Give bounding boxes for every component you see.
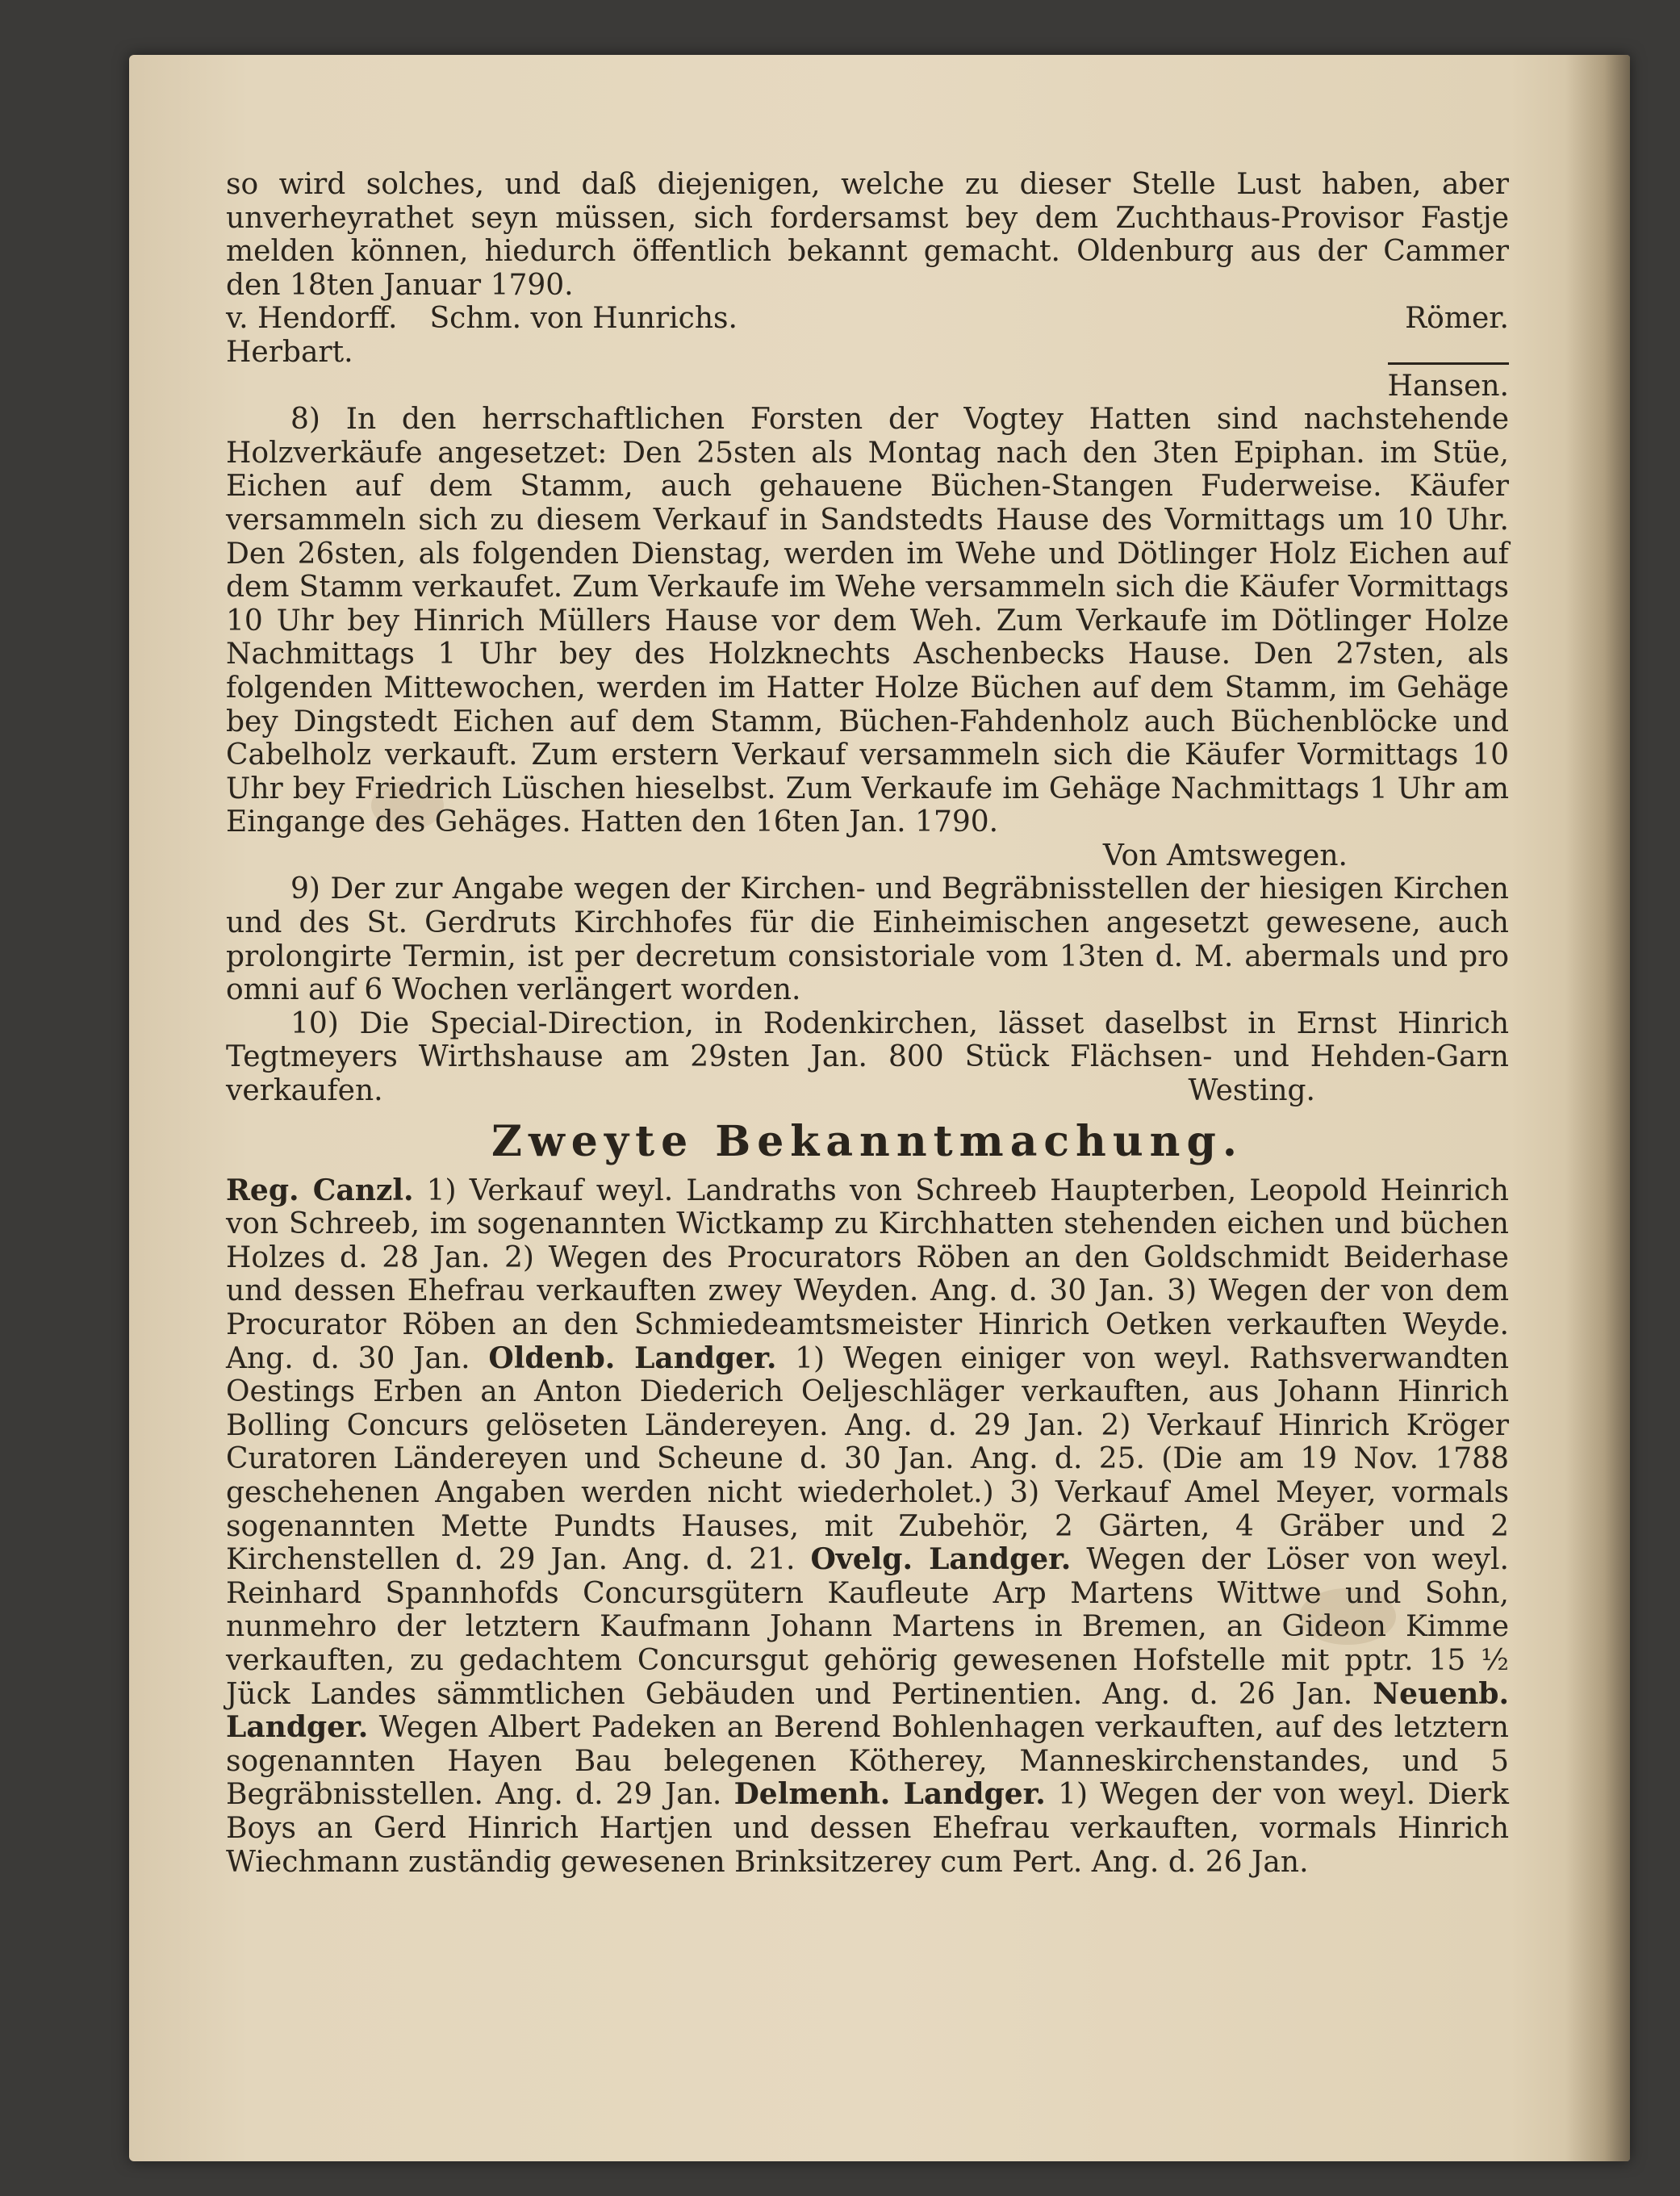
label-reg-canzl: Reg. Canzl.: [226, 1173, 414, 1207]
section-heading: Zweyte Bekanntmachung.: [491, 1116, 1243, 1166]
signature-hunrichs: Schm. von Hunrichs.: [429, 302, 738, 336]
signature-roemer: Römer.: [1405, 302, 1509, 336]
signature-herbart: Herbart.: [226, 335, 353, 369]
signature-row-1: [226, 302, 1509, 336]
text-delmenh-landger: 1) Wegen der von weyl. Dierk Boys an Gerd Hinrich Hartjen und dessen Ehefrau verkauften, vormals Hinrich Wiechmann zuständig gewesenen Brinksitzerey cum Pert. Ang. d. 26 Jan.: [226, 1778, 1509, 1879]
label-ovelg-landger: Ovelg. Landger.: [810, 1542, 1072, 1577]
signature-hansen: Hansen.: [1387, 369, 1509, 403]
paragraph-item-10: 10) Die Special-Direction, in Rodenkirchen, lässet daselbst in Ernst Hinrich Tegtmeyers Wirthshause am 29sten Jan. 800 Stück Flächsen- und Hehden-Garn verkaufen.: [226, 1006, 1509, 1108]
signature-westing: Westing.: [1188, 1074, 1315, 1108]
label-delmenh-landger: Delmenh. Landger.: [733, 1777, 1046, 1812]
signature-hendorff: v. Hendorff.: [226, 302, 398, 336]
text-ovelg-landger: Wegen der Löser von weyl. Reinhard Spannhofds Concursgütern Kaufleute Arp Martens Wittwe und Sohn, nunmehro der letztern Kaufmann Johann Martens in Bremen, an Gideon Kimme verkauften, zu gedachtem Concursgut gehörig gewesenen Hofstelle mit pptr. 15 ½ Jück Landes sämmtlichen Gebäuden und Pertinentien. Ang. d. 26 Jan.: [226, 1543, 1509, 1711]
signature-amtswegen: Von Amtswegen.: [1102, 839, 1348, 872]
label-oldenb-landger: Oldenb. Landger.: [488, 1341, 777, 1375]
paragraph-second-announcement: [226, 1174, 1509, 1879]
paragraph-item-8: 8) In den herrschaftlichen Forsten der Vogtey Hatten sind nachstehende Holzverkäufe angesetzet: Den 25sten als Montag nach den 3ten Epiphan. im Stüe, Eichen auf dem Stamm, auch gehauene Büchen-Stangen Fuderweise. Käufer versammeln sich zu diesem Verkauf in Sandstedts Hause des Vormittags um 10 Uhr. Den 26sten, als folgenden Dienstag, werden im Wehe und Dötlinger Holz Eichen auf dem Stamm verkaufet. Zum Verkaufe im Wehe versammeln sich die Käufer Vormittags 10 Uhr bey Hinrich Müllers Hause vor dem Weh. Zum Verkaufe im Dötlinger Holze Nachmittags 1 Uhr bey des Holzknechts Aschenbecks Hause. Den 27sten, als folgenden Mittewochen, werden im Hatter Holze Büchen auf dem Stamm, im Gehäge bey Dingstedt Eichen auf dem Stamm, Büchen-Fahdenholz auch Büchenblöcke und Cabelholz verkauft. Zum erstern Verkauf versammeln sich die Käufer Vormittags 10 Uhr bey Friedrich Lüschen hieselbst. Zum Verkaufe im Gehäge Nachmittags 1 Uhr am Eingange des Gehäges. Hatten den 16ten Jan. 1790.: [226, 403, 1509, 839]
page-gutter-shadow: [1565, 55, 1630, 2161]
label-neuenb-landger: Neuenb. Landger.: [226, 1676, 1509, 1745]
text-reg-canzl: 1) Verkauf weyl. Landraths von Schreeb Haupterben, Leopold Heinrich von Schreeb, im sogenannten Wictkamp zu Kirchhatten stehenden eichen und büchen Holzes d. 28 Jan. 2) Wegen des Procurators Röben an den Goldschmidt Beiderhase und dessen Ehefrau verkauften zwey Weyden. Ang. d. 30 Jan. 3) Wegen der von dem Procurator Röben an den Schmiedeamtsmeister Hinrich Oetken verkauften Weyde. Ang. d. 30 Jan.: [226, 1173, 1509, 1375]
text-neuenb-landger: Wegen Albert Padeken an Berend Bohlenhagen verkauften, auf des letztern sogenannten Hayen Bau belegenen Kötherey, Manneskirchenstandes, und 5 Begräbnisstellen. Ang. d. 29 Jan.: [226, 1711, 1509, 1812]
paragraph-cammer-notice: so wird solches, und daß diejenigen, welche zu dieser Stelle Lust haben, aber unverheyrathet seyn müssen, sich fordersamst bey dem Zuchthaus-Provisor Fastje melden können, hiedurch öffentlich bekannt gemacht. Oldenburg aus der Cammer den 18ten Januar 1790.: [226, 168, 1509, 302]
signature-rule: [1388, 362, 1509, 365]
paragraph-item-9: 9) Der zur Angabe wegen der Kirchen- und Begräbnisstellen der hiesigen Kirchen und des St. Gerdruts Kirchhofes für die Einheimischen angesetzt gewesene, auch prolongirte Termin, ist per decretum consistoriale vom 13ten d. M. abermals und pro omni auf 6 Wochen verlängert worden.: [226, 872, 1509, 1007]
text-oldenb-landger: 1) Wegen einiger von weyl. Rathsverwandten Oestings Erben an Anton Diederich Oeljeschläger verkauften, aus Johann Hinrich Bolling Concurs gelöseten Ländereyen. Ang. d. 29 Jan. 2) Verkauf Hinrich Kröger Curatoren Ländereyen und Scheune d. 30 Jan. Ang. d. 25. (Die am 19 Nov. 1788 geschehenen Angaben werden nicht wiederholet.) 3) Verkauf Amel Meyer, vormals sogenannten Mette Pundts Hauses, mit Zubehör, 2 Gärten, 4 Gräber und 2 Kirchenstellen d. 29 Jan. Ang. d. 21.: [226, 1341, 1510, 1577]
document-text: [226, 168, 1509, 1879]
signature-row-2: [226, 336, 1509, 370]
